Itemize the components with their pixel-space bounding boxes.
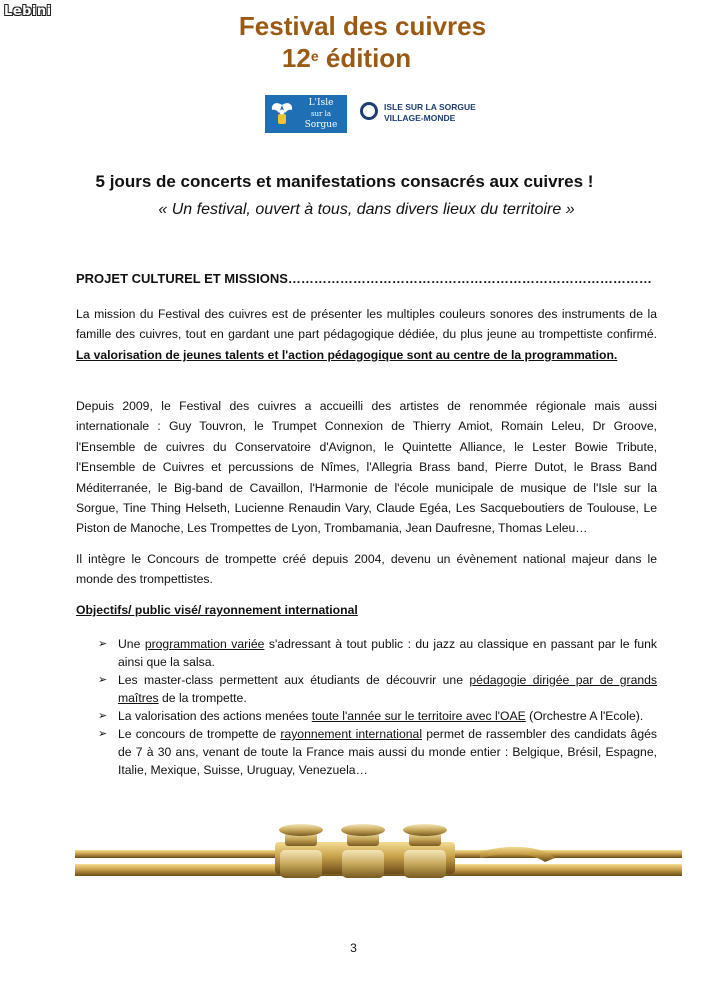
logo-right-line1: ISLE SUR LA SORGUE	[384, 102, 476, 112]
tagline	[0, 201, 707, 219]
objectives-list	[76, 635, 657, 779]
village-monde-logo	[360, 100, 476, 128]
bullet-underlined: toute l'année sur le territoire avec l'OAE	[311, 709, 526, 723]
headline-text: 5 jours de concerts et manifestations consacrés aux cuivres !	[95, 172, 594, 191]
bullet-underlined: programmation variée	[144, 637, 265, 651]
list-item	[76, 671, 657, 707]
edition-sup: e	[310, 48, 319, 64]
angel-emblem-icon	[270, 101, 294, 127]
objectives-subheading-text: Objectifs/ public visé/ rayonnement international	[76, 603, 358, 617]
objectives-subheading	[76, 603, 358, 617]
paragraph-contest: Il intègre le Concours de trompette créé depuis 2004, devenu un évènement national majeur dans le monde des trompettistes.	[76, 552, 657, 587]
bullet-text: Une	[118, 637, 145, 651]
tagline-text: « Un festival, ouvert à tous, dans divers lieux du territoire »	[158, 201, 575, 218]
bullet-text: de la trompette.	[158, 691, 247, 705]
paragraph-mission	[76, 304, 657, 365]
title-line-1: Festival des cuivres	[238, 11, 487, 41]
bullet-text: (Orchestre A l'Ecole).	[525, 709, 644, 723]
bullet-underlined: pédagogie dirigée par de grands maîtres	[118, 673, 658, 705]
bullet-text: La valorisation des actions menées	[118, 709, 312, 723]
watermark: Lebini	[4, 4, 52, 19]
paragraph-artists: Depuis 2009, le Festival des cuivres a accueilli des artistes de renommée régionale mais aussi internationale : Guy Touvron, le Trumpet Connexion de Thierry Amiot, Romain Leleu, Dr Groove, l'Ensemble de cuivres du Conservatoire d'Avignon, le Quintette Alliance, le Lester Bowie Tribute, l'Ensemble de Cuivres et percussions de Nîmes, l'Allegria Brass band, Pierre Dutot, le Brass Band Méditerranée, le Big-band de Cavaillon, l'Harmonie de l'école municipale de musique de l'Isle sur la Sorgue, Tine Thing Helseth, Lucienne Renaudin Vary, Claude Egéa, Les Sacqueboutiers de Toulouse, Le Piston de Manoche, Les Trompettes de Lyon, Trombamania, Jean Daufresne, Thomas Leleu…	[76, 399, 657, 536]
bullet-text: Le concours de trompette de	[118, 727, 281, 741]
headline	[0, 172, 707, 192]
ring-icon	[360, 102, 378, 120]
page-title	[0, 10, 707, 74]
page-number: 3	[350, 941, 357, 955]
arrow-bullet-icon: ➢	[98, 710, 108, 722]
bullet-text: permet de rassembler des candidats âgés de 7 à 30 ans, venant de toute la France mais aussi du monde entier : Belgique, Brésil, Espagne, Italie, Mexique, Suisse, Uruguay, Venezuela…	[118, 727, 657, 777]
bullet-text: Les master-class permettent aux étudiants de découvrir une	[118, 673, 470, 687]
logo-right-text	[384, 102, 476, 124]
bullet-underlined: rayonnement international	[280, 727, 423, 741]
list-item	[76, 635, 657, 671]
bullet-text: s'adressant à tout public : du jazz au classique en passant par le funk ainsi que la salsa.	[118, 637, 657, 669]
isle-sur-la-sorgue-logo	[265, 95, 347, 133]
logo-left-text	[299, 98, 343, 131]
arrow-bullet-icon: ➢	[98, 674, 108, 686]
list-item	[76, 725, 657, 779]
logo-left-line1: L'Isle	[308, 98, 334, 108]
mission-emphasis: La valorisation de jeunes talents et l'action pédagogique sont au centre de la programmation.	[76, 347, 618, 362]
logo-left-line3: Sorgue	[304, 120, 338, 130]
edition-word: édition	[318, 43, 412, 73]
edition-number: 12	[281, 43, 311, 73]
arrow-bullet-icon: ➢	[98, 728, 108, 740]
logo-left-line2: sur la	[310, 110, 332, 118]
title-line-2	[0, 42, 700, 74]
section-heading: PROJET CULTUREL ET MISSIONS…………………………………………………………………………	[76, 271, 652, 286]
logo-right-line2: VILLAGE-MONDE	[384, 113, 456, 123]
mission-text: La mission du Festival des cuivres est de présenter les multiples couleurs sonores des instruments de la famille des cuivres, tout en gardant une part pédagogique dédiée, du plus jeune au trompettiste confirmé.	[76, 307, 657, 342]
list-item	[76, 707, 657, 725]
arrow-bullet-icon: ➢	[98, 638, 108, 650]
trumpet-valves-image	[75, 822, 682, 884]
